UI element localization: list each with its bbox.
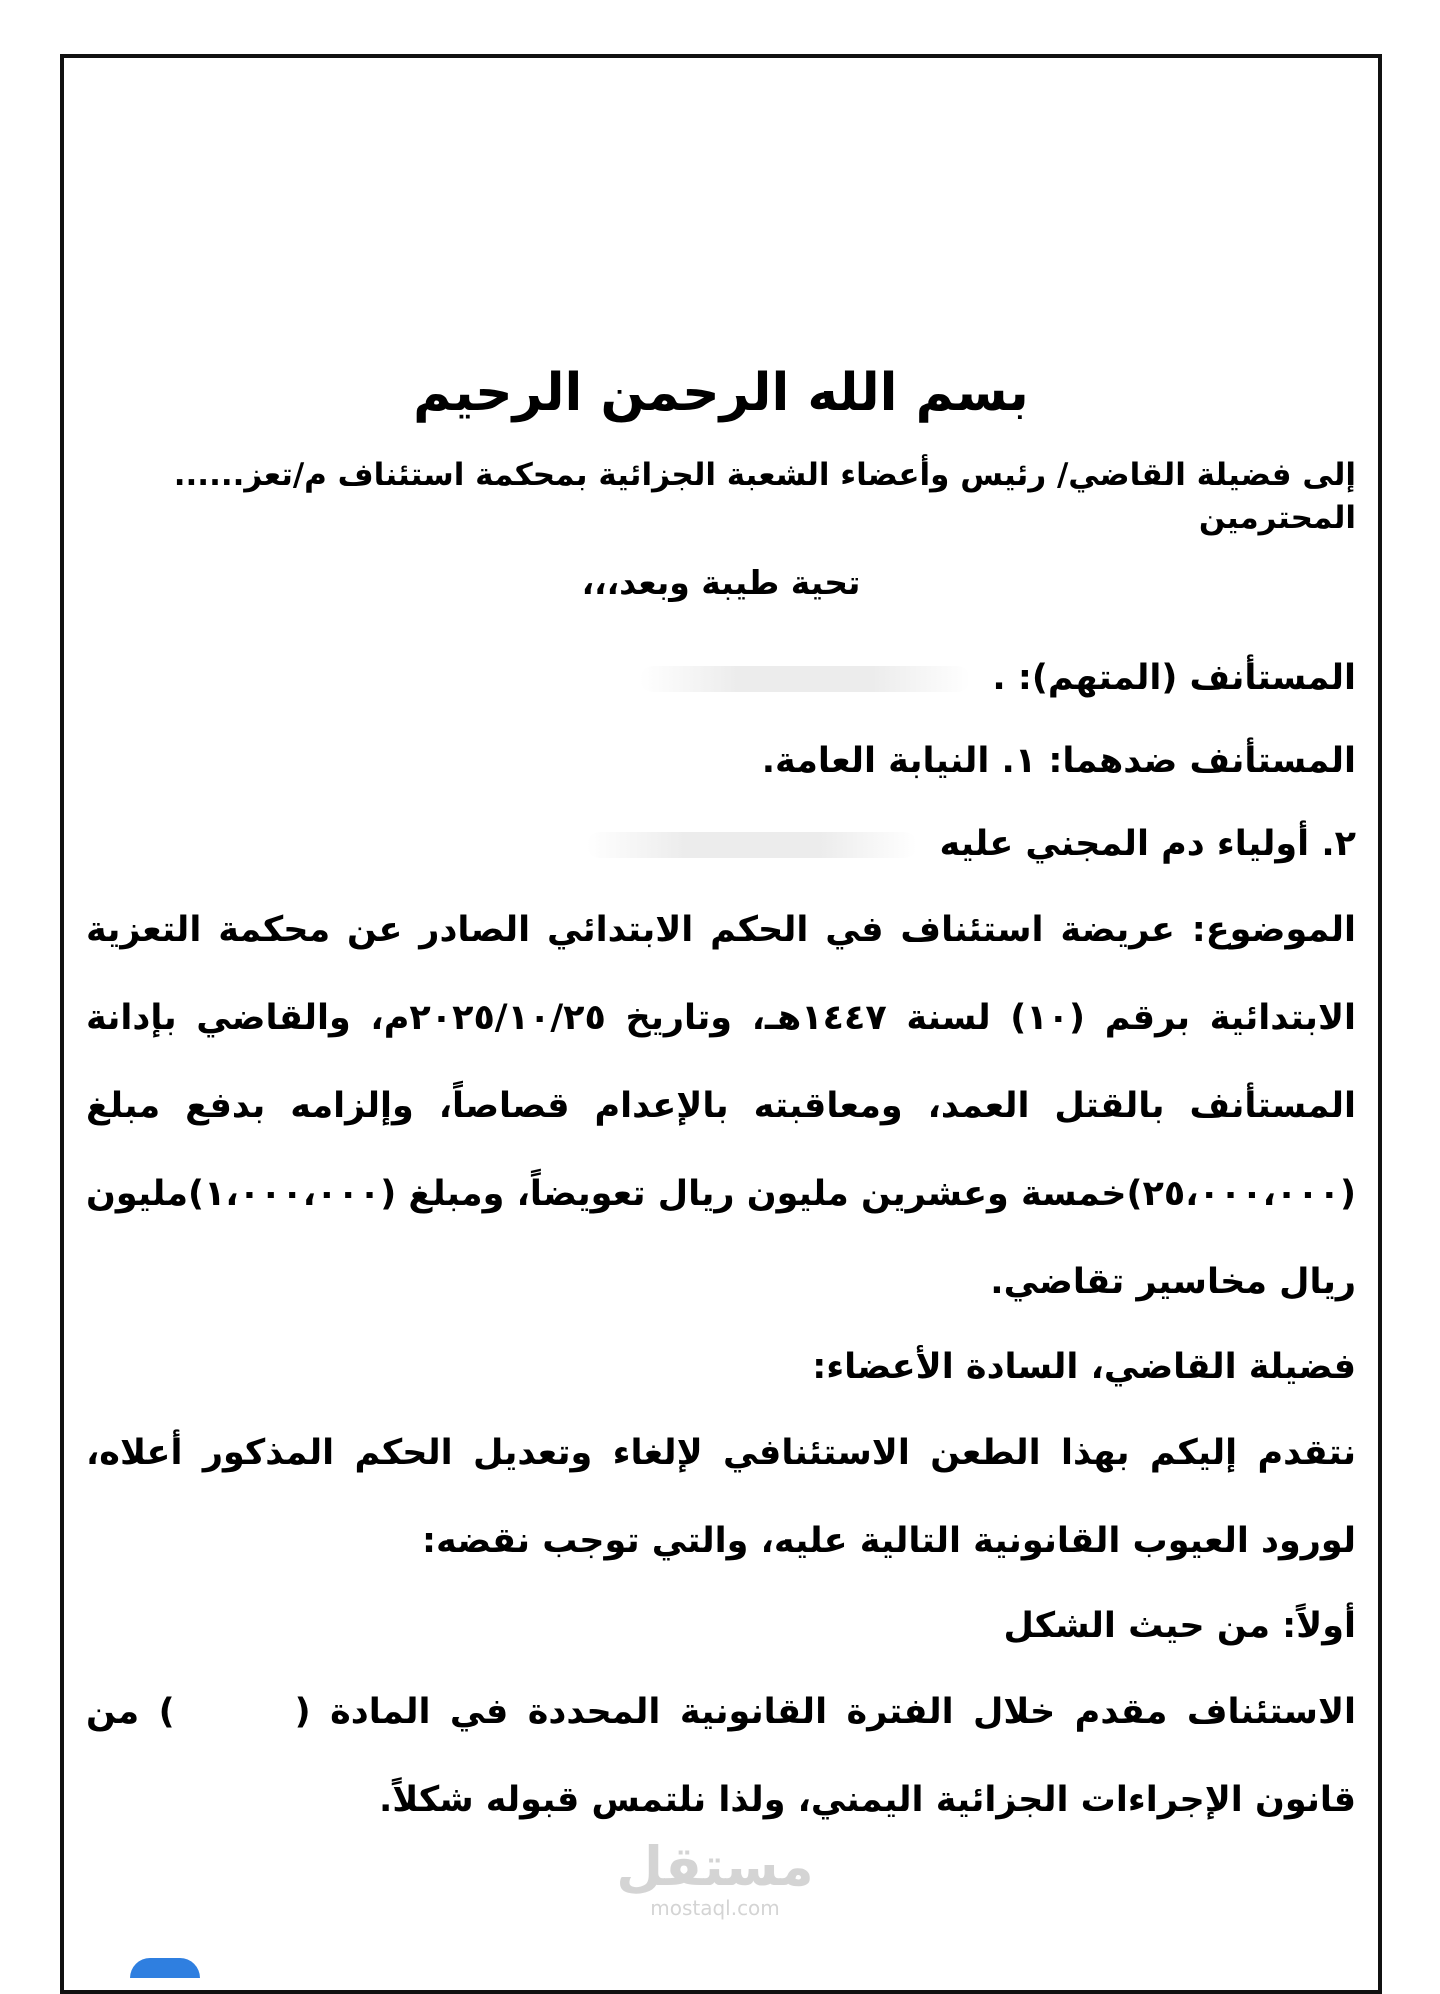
form-text-part1: الاستئناف مقدم خلال الفترة القانونية المحددة في المادة ( [294,1691,1357,1732]
basmala-heading: بسم الله الرحمن الرحيم [413,363,1029,423]
form-text-part2: ) من قانون الإجراءات الجزائية اليمني، ولذا نلتمس قبوله شكلاً. [86,1691,1356,1820]
watermark-logo: مستقل [616,1835,814,1898]
respondents-line [86,720,1356,803]
appellant-label: المستأنف (المتهم): [1017,657,1356,698]
greeting-line: تحية طيبة وبعد،،، [581,563,861,603]
redacted-name [587,832,917,858]
subject-label: الموضوع: [1191,909,1356,950]
appellant-line [86,637,1356,720]
appeal-document [86,360,1356,1844]
subject-paragraph [86,886,1356,1326]
salutation-line: فضيلة القاضي، السادة الأعضاء: [812,1346,1356,1387]
watermark-url: mostaql.com [650,1896,780,1920]
respondent-item-2-line [86,803,1356,886]
mostaql-watermark [585,1835,845,1922]
corner-overlay-icon [130,1958,200,1978]
subject-text: عريضة استئناف في الحكم الابتدائي الصادر عن محكمة التعزية الابتدائية برقم (١٠) لسنة ١٤٤٧هـ، وتاريخ ٢٠٢٥/١٠/٢٥م، والقاضي بإدانة المستأنف بالقتل العمد، ومعاقبته بالإعدام قصاصاً، وإلزامه بدفع مبلغ (٢٥،٠٠٠،٠٠٠)خمسة وعشرين مليون ريال تعويضاً، ومبلغ (١،٠٠٠،٠٠٠)مليون ريال مخاسير تقاضي. [86,909,1357,1302]
addressee-line: إلى فضيلة القاضي/ رئيس وأعضاء الشعبة الجزائية بمحكمة استئناف م/تعز...... المحترمين [173,456,1356,536]
respondent-item-1: ١. النيابة العامة. [761,740,1037,781]
intro-paragraph: نتقدم إليكم بهذا الطعن الاستئنافي لإلغاء وتعديل الحكم المذكور أعلاه، لورود العيوب القانونية التالية عليه، والتي توجب نقضه: [86,1432,1356,1561]
redacted-name [640,666,970,692]
appellant-value: . [992,657,1006,698]
respondents-label: المستأنف ضدهما: [1048,740,1356,781]
respondent-item-2: ٢. أولياء دم المجني عليه [939,823,1356,864]
form-paragraph [86,1668,1356,1844]
first-heading: أولاً: من حيث الشكل [1003,1605,1356,1646]
